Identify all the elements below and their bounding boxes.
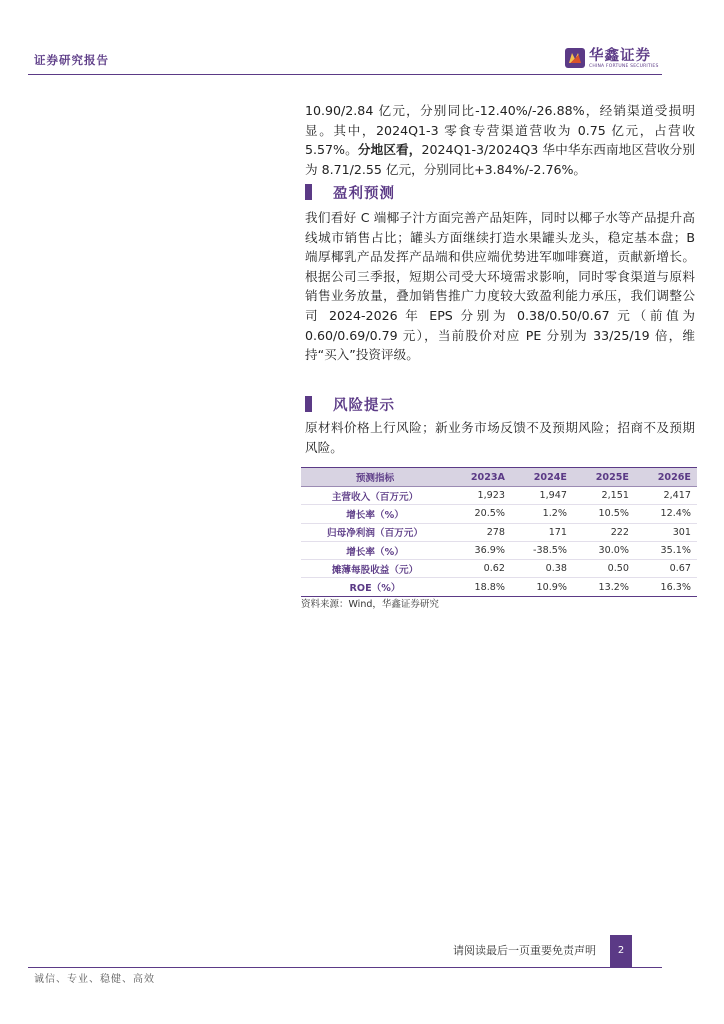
- row-label: 增长率（%）: [301, 541, 449, 559]
- footer-slogan: 诚信、专业、稳健、高效: [34, 974, 155, 985]
- table-row: [301, 560, 697, 578]
- table-row: [301, 541, 697, 559]
- table-cell: 2,417: [635, 487, 697, 505]
- intro-channel-text: 10.90/2.84 亿元，分别同比-12.40%/-26.88%，经销渠道受损明显。其中，2024Q1-3 零食专营渠道营收为 0.75 亿元，占营收 5.57%。: [305, 103, 695, 158]
- table-cell: 0.50: [573, 560, 635, 578]
- profit-forecast-title: 盈利预测: [333, 186, 395, 202]
- intro-paragraph: [305, 101, 695, 179]
- row-label: 归母净利润（百万元）: [301, 523, 449, 541]
- table-cell: 222: [573, 523, 635, 541]
- section-marker-icon: [305, 396, 312, 412]
- logo-chinese-name: 华鑫证券: [589, 48, 651, 64]
- disclaimer-link[interactable]: [453, 935, 603, 961]
- table-cell: 10.5%: [573, 505, 635, 523]
- footer-divider: [28, 967, 662, 968]
- section-marker-icon: [305, 184, 312, 200]
- table-cell: 12.4%: [635, 505, 697, 523]
- table-cell: 10.9%: [511, 578, 573, 596]
- table-cell: -38.5%: [511, 541, 573, 559]
- region-text: 2024Q1-3/2024Q3 华中华东西南地区营收分别为 8.71/2.55 亿元，分别同比+3.84%/-2.76%。: [305, 142, 695, 177]
- company-logo: [565, 44, 665, 74]
- logo-english-name: CHINA FORTUNE SECURITIES: [589, 64, 659, 69]
- row-label: ROE（%）: [301, 578, 449, 596]
- report-type-label: 证券研究报告: [34, 53, 109, 67]
- table-row: [301, 578, 697, 596]
- table-cell: 30.0%: [573, 541, 635, 559]
- table-row: [301, 487, 697, 505]
- page-number: 2: [610, 935, 632, 967]
- risk-title: 风险提示: [333, 398, 395, 414]
- table-row: [301, 505, 697, 523]
- table-header-row: [301, 468, 697, 487]
- table-cell: 0.38: [511, 560, 573, 578]
- table-header-year: 2026E: [635, 468, 697, 487]
- table-cell: 1.2%: [511, 505, 573, 523]
- table-cell: 2,151: [573, 487, 635, 505]
- table-cell: 1,947: [511, 487, 573, 505]
- table-cell: 0.62: [449, 560, 511, 578]
- risk-paragraph: 原材料价格上行风险；新业务市场反馈不及预期风险；招商不及预期风险。: [305, 420, 695, 455]
- table-header-year: 2024E: [511, 468, 573, 487]
- table-cell: 0.67: [635, 560, 697, 578]
- table-cell: 278: [449, 523, 511, 541]
- table-header-year: 2023A: [449, 468, 511, 487]
- table-cell: 13.2%: [573, 578, 635, 596]
- table-cell: 16.3%: [635, 578, 697, 596]
- table-cell: 1,923: [449, 487, 511, 505]
- table-header-year: 2025E: [573, 468, 635, 487]
- profit-forecast-paragraph: 我们看好 C 端椰子汁方面完善产品矩阵，同时以椰子水等产品提升高线城市销售占比；罐头方面继续打造水果罐头龙头，稳定基本盘；B 端厚椰乳产品发挥产品端和供应端优势进军咖啡赛道，贡献新增长。根据公司三季报，短期公司受大环境需求影响，同时零食渠道与原料销售业务放量，叠加销售推广力度较大致盈利能力承压，我们调整公司 2024-2026 年 EPS 分别为 0.38/0.50/0.67 元（前值为 0.60/0.69/0.79 元），当前股价对应 PE 分别为 33/25/19 倍，维持“买入”投资评级。: [305, 210, 695, 363]
- source-note: 资料来源：Wind，华鑫证券研究: [301, 599, 439, 610]
- row-label: 增长率（%）: [301, 505, 449, 523]
- forecast-table: [301, 467, 697, 597]
- logo-mark-icon: [565, 48, 585, 68]
- table-cell: 18.8%: [449, 578, 511, 596]
- table-cell: 36.9%: [449, 541, 511, 559]
- header-divider: [28, 74, 662, 75]
- table-cell: 20.5%: [449, 505, 511, 523]
- table-cell: 35.1%: [635, 541, 697, 559]
- table-cell: 301: [635, 523, 697, 541]
- table-row: [301, 523, 697, 541]
- row-label: 摊薄每股收益（元）: [301, 560, 449, 578]
- profit-forecast-heading: [305, 182, 695, 204]
- table-header-label: 预测指标: [301, 468, 449, 487]
- table-cell: 171: [511, 523, 573, 541]
- risk-heading: [305, 394, 695, 416]
- row-label: 主营收入（百万元）: [301, 487, 449, 505]
- region-label: 分地区看，: [357, 142, 422, 158]
- disclaimer-text: 请阅读最后一页重要免责声明: [453, 944, 596, 957]
